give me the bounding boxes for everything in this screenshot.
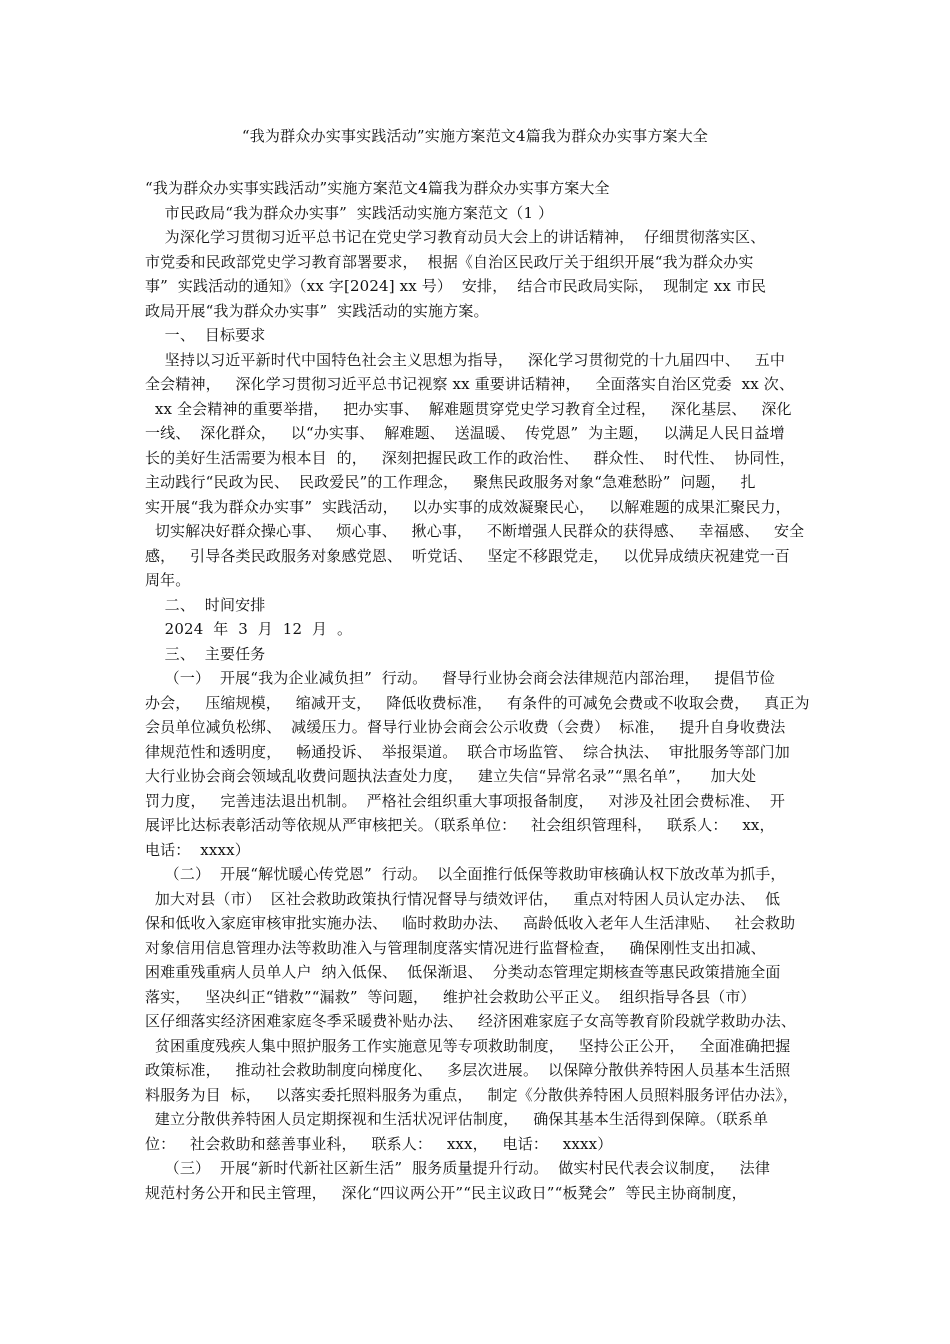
body-line: 保和低收入家庭审核审批实施办法、 临时救助办法、 高龄低收入老年人生活津贴、 社会救助 [145, 914, 796, 932]
body-line: 全会精神， 深化学习贯彻习近平总书记视察 xx 重要讲话精神， 全面落实自治区党委 xx 次、 [145, 375, 795, 393]
body-line: 困难重残重病人员单人户 纳入低保、 低保渐退、 分类动态管理定期核查等惠民政策措施全面 [145, 963, 781, 981]
document-body [145, 176, 820, 1205]
body-line: （一） 开展“我为企业减负担” 行动。 督导行业协会商会法律规范内部治理， 提倡节俭 [145, 669, 775, 687]
body-line: （三） 开展“新时代新社区新生活” 服务质量提升行动。 做实村民代表会议制度， 法律 [145, 1159, 770, 1177]
body-line: 市民政局“我为群众办实事” 实践活动实施方案范文（1 ） [145, 203, 554, 222]
body-line: 电话： xxxx） [145, 840, 250, 859]
body-line: 位： 社会救助和慈善事业科， 联系人： xxx， 电话： xxxx） [145, 1134, 613, 1153]
body-line: 一、 目标要求 [145, 326, 266, 344]
body-line: 料服务为目 标， 以落实委托照料服务为重点， 制定《分散供养特困人员照料服务评估办法》， [145, 1085, 798, 1104]
body-line: （二） 开展“解忧暖心传党恩” 行动。 以全面推行低保等救助审核确认权下放改革为抓手， [145, 865, 786, 883]
body-line: 展评比达标表彰活动等依规从严审核把关。（联系单位： 社会组织管理科， 联系人： xx， [145, 816, 775, 834]
body-line: 周年。 [145, 571, 191, 589]
body-line: 切实解决好群众操心事、 烦心事、 揪心事， 不断增强人民群众的获得感、 幸福感、 安全 [145, 522, 805, 540]
body-line: 事” 实践活动的通知》（xx 字[2024] xx 号） 安排， 结合市民政局实际， 现制定 xx 市民 [145, 277, 767, 295]
body-line: 政策标准， 推动社会救助制度向梯度化、 多层次进展。 以保障分散供养特困人员基本生活照 [145, 1061, 791, 1079]
body-line: 对象信用信息管理办法等救助准入与管理制度落实情况进行监督检查， 确保刚性支出扣减、 [145, 938, 766, 957]
body-line: 三、 主要任务 [145, 644, 266, 663]
body-line: 长的美好生活需要为根本目 的， 深刻把握民政工作的政治性、 群众性、 时代性、 协同性， [145, 448, 795, 467]
body-line: “我为群众办实事实践活动”实施方案范文4篇我为群众办实事方案大全 [145, 179, 610, 197]
body-line: 加大对县（市） 区社会救助政策执行情况督导与绩效评估， 重点对特困人员认定办法、 低 [145, 889, 781, 908]
body-line: 二、 时间安排 [145, 595, 266, 614]
body-line: 大行业协会商会领域乱收费问题执法查处力度， 建立失信“异常名录”“黑名单”， 加大处 [145, 767, 757, 785]
body-line: 主动践行“民政为民、 民政爱民”的工作理念， 聚焦民政服务对象“急难愁盼” 问题， 扎 [145, 473, 756, 491]
body-line: 贫困重度残疾人集中照护服务工作实施意见等专项救助制度， 坚持公正公开， 全面准确把握 [145, 1036, 791, 1055]
body-line: 一线、 深化群众， 以“办实事、 解难题、 送温暖、 传党恩” 为主题， 以满足人民日益增 [145, 424, 785, 442]
body-line: 建立分散供养特困人员定期探视和生活状况评估制度， 确保其基本生活得到保障。（联系单 [145, 1110, 769, 1128]
body-line: 办会， 压缩规模， 缩减开支， 降低收费标准， 有条件的可减免会费或不收取会费， 真正为 [145, 693, 810, 712]
body-line: 落实， 坚决纠正“错救”“漏救” 等问题， 维护社会救助公平正义。 组织指导各县（市） [145, 987, 756, 1006]
body-line: 市党委和民政部党史学习教育部署要求， 根据《自治区民政厅关于组织开展“我为群众办实 [145, 252, 754, 271]
body-line: 罚力度， 完善违法退出机制。 严格社会组织重大事项报备制度， 对涉及社团会费标准、 开 [145, 791, 786, 810]
body-line: 政局开展“我为群众办实事” 实践活动的实施方案。 [145, 301, 489, 320]
body-line: 感， 引导各类民政服务对象感党恩、 听党话、 坚定不移跟党走， 以优异成绩庆祝建党一百 [145, 546, 790, 565]
body-line: xx 全会精神的重要举措， 把办实事、 解难题贯穿党史学习教育全过程， 深化基层、 深化 [145, 399, 792, 418]
body-line: 规范村务公开和民主管理， 深化“四议两公开”“民主议政日”“板凳会” 等民主协商制度， [145, 1183, 747, 1202]
body-line: 会员单位减负松绑、 减缓压力。督导行业协会商会公示收费（会费） 标准， 提升自身收费法 [145, 718, 786, 736]
body-line: 律规范性和透明度， 畅通投诉、 举报渠道。 联合市场监管、 综合执法、 审批服务等部门加 [145, 742, 790, 761]
page-title: “我为群众办实事实践活动”实施方案范文4篇我为群众办实事方案大全 [241, 127, 709, 145]
body-line: 坚持以习近平新时代中国特色社会主义思想为指导， 深化学习贯彻党的十九届四中、 五中 [145, 350, 786, 369]
body-line: 2024 年 3 月 12 月 。 [145, 620, 353, 638]
body-line: 为深化学习贯彻习近平总书记在党史学习教育动员大会上的讲话精神， 仔细贯彻落实区、 [145, 228, 766, 246]
body-line: 区仔细落实经济困难家庭冬季采暖费补贴办法、 经济困难家庭子女高等教育阶段就学救助办法、 [145, 1012, 797, 1030]
body-line: 实开展“我为群众办实事” 实践活动， 以办实事的成效凝聚民心， 以解难题的成果汇聚民力， [145, 497, 791, 516]
